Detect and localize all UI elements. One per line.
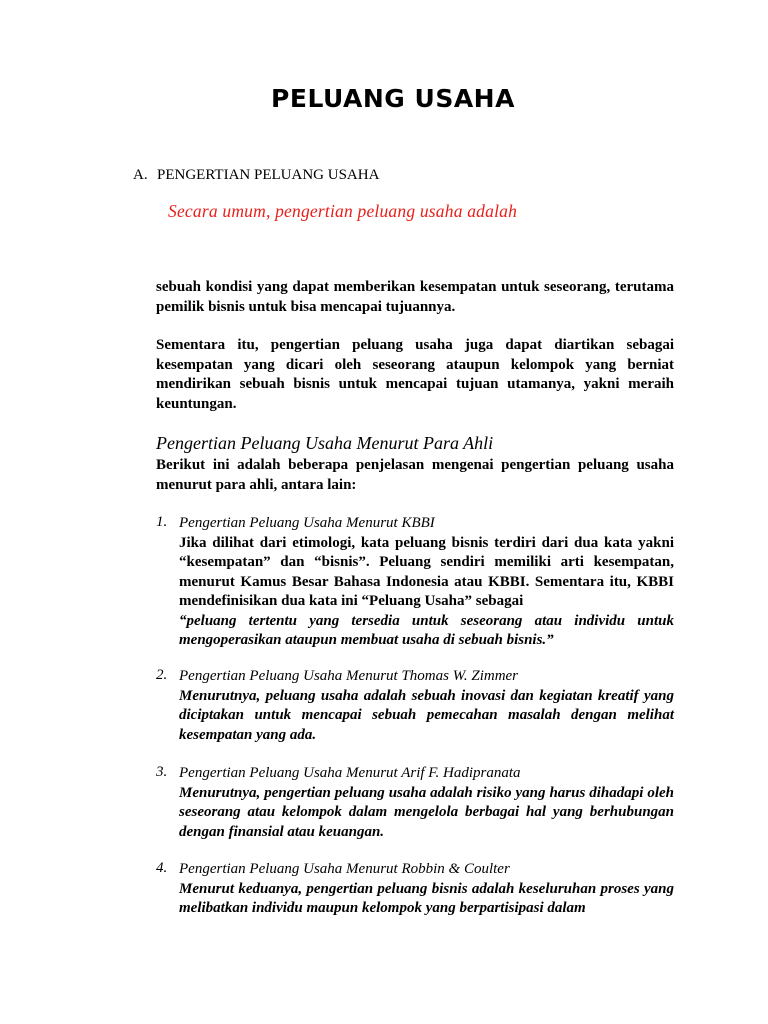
list-item-number: 4. xyxy=(156,860,168,876)
list-item xyxy=(156,514,674,651)
list-item xyxy=(156,860,674,919)
list-item-body: Menurut keduanya, pengertian peluang bisnis adalah keseluruhan proses yang melibatkan individu maupun kelompok yang berpartisipasi dalam xyxy=(179,880,674,916)
list-item-heading: Pengertian Peluang Usaha Menurut Arif F. Hadipranata xyxy=(179,765,521,781)
list-item-body: Jika dilihat dari etimologi, kata peluang bisnis terdiri dari dua kata yakni “kesempatan” dan “bisnis”. Peluang sendiri memiliki arti kesempatan, menurut Kamus Besar Bahasa Indonesia atau KBBI. Sementara itu, KBBI mendefinisikan dua kata ini “Peluang Usaha” sebagai xyxy=(179,534,674,609)
section-heading xyxy=(133,167,379,184)
list-item-body: Menurutnya, pengertian peluang usaha adalah risiko yang harus dihadapi oleh seseorang atau kelompok dalam mengelola berbagai hal yang berhubungan dengan finansial atau keuangan. xyxy=(179,784,674,840)
list-item-number: 2. xyxy=(156,667,168,683)
list-item xyxy=(156,667,674,745)
paragraph-experts-intro: Berikut ini adalah beberapa penjelasan mengenai pengertian peluang usaha menurut para ahli, antara lain: xyxy=(156,457,674,493)
list-item-body: Menurutnya, peluang usaha adalah sebuah inovasi dan kegiatan kreatif yang diciptakan untuk mencapai sebuah pemecahan masalah dengan melihat kesempatan yang ada. xyxy=(179,687,674,743)
list-item-number: 1. xyxy=(156,514,168,530)
intro-highlight: Secara umum, pengertian peluang usaha adalah xyxy=(168,201,518,221)
paragraph-alternative-definition: Sementara itu, pengertian peluang usaha juga dapat diartikan sebagai kesempatan yang dicari oleh seseorang ataupun kelompok yang berniat mendirikan sebuah bisnis untuk mencapai tujuan utamanya, yakni meraih keuntungan. xyxy=(156,337,674,412)
list-item-quote: “peluang tertentu yang tersedia untuk seseorang atau individu untuk mengoperasikan ataupun membuat usaha di sebuah bisnis.” xyxy=(179,612,674,648)
list-item-heading: Pengertian Peluang Usaha Menurut Thomas W. Zimmer xyxy=(179,668,519,684)
list-item-number: 3. xyxy=(156,764,168,780)
list-item-heading: Pengertian Peluang Usaha Menurut Robbin & Coulter xyxy=(179,861,510,877)
paragraph-definition: sebuah kondisi yang dapat memberikan kesempatan untuk seseorang, terutama pemilik bisnis untuk bisa mencapai tujuannya. xyxy=(156,279,674,315)
section-letter: A. xyxy=(133,167,148,183)
subheading-experts: Pengertian Peluang Usaha Menurut Para Ahli xyxy=(156,433,494,453)
list-item xyxy=(156,764,674,842)
list-item-heading: Pengertian Peluang Usaha Menurut KBBI xyxy=(179,515,435,531)
page-title: PELUANG USAHA xyxy=(271,84,515,113)
section-heading-text: PENGERTIAN PELUANG USAHA xyxy=(157,167,380,183)
